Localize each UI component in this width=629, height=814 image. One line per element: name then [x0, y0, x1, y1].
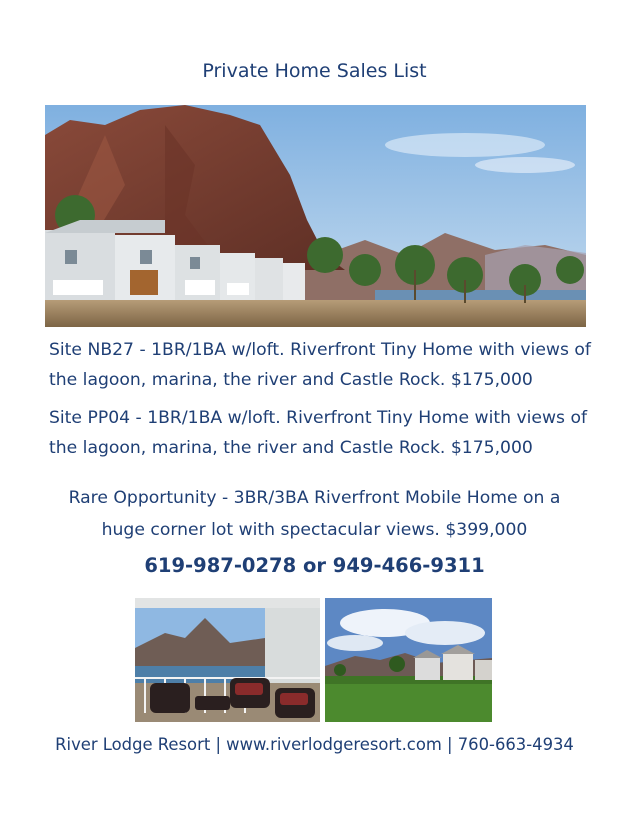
listing-nb27-line2: the lagoon, marina, the river and Castle Rock. $175,000	[49, 370, 533, 390]
listing-nb27	[49, 335, 609, 395]
listing-pp04	[49, 403, 609, 463]
lawn-photo	[325, 598, 492, 722]
listing-pp04-line2: the lagoon, marina, the river and Castle Rock. $175,000	[49, 438, 533, 458]
page-title: Private Home Sales List	[202, 60, 427, 82]
contact-phones: 619-987-0278 or 949-466-9311	[144, 554, 485, 577]
opportunity-line1: Rare Opportunity - 3BR/3BA Riverfront Mobile Home on a	[68, 488, 561, 508]
footer-contact: River Lodge Resort | www.riverlodgeresort.com | 760-663-4934	[55, 735, 574, 754]
hero-photo	[45, 105, 586, 327]
listing-pp04-line1: Site PP04 - 1BR/1BA w/loft. Riverfront Tiny Home with views of	[49, 408, 588, 428]
listing-nb27-line1: Site NB27 - 1BR/1BA w/loft. Riverfront Tiny Home with views of	[49, 340, 591, 360]
opportunity-line2: huge corner lot with spectacular views. $399,000	[101, 520, 528, 540]
porch-photo	[135, 598, 320, 722]
